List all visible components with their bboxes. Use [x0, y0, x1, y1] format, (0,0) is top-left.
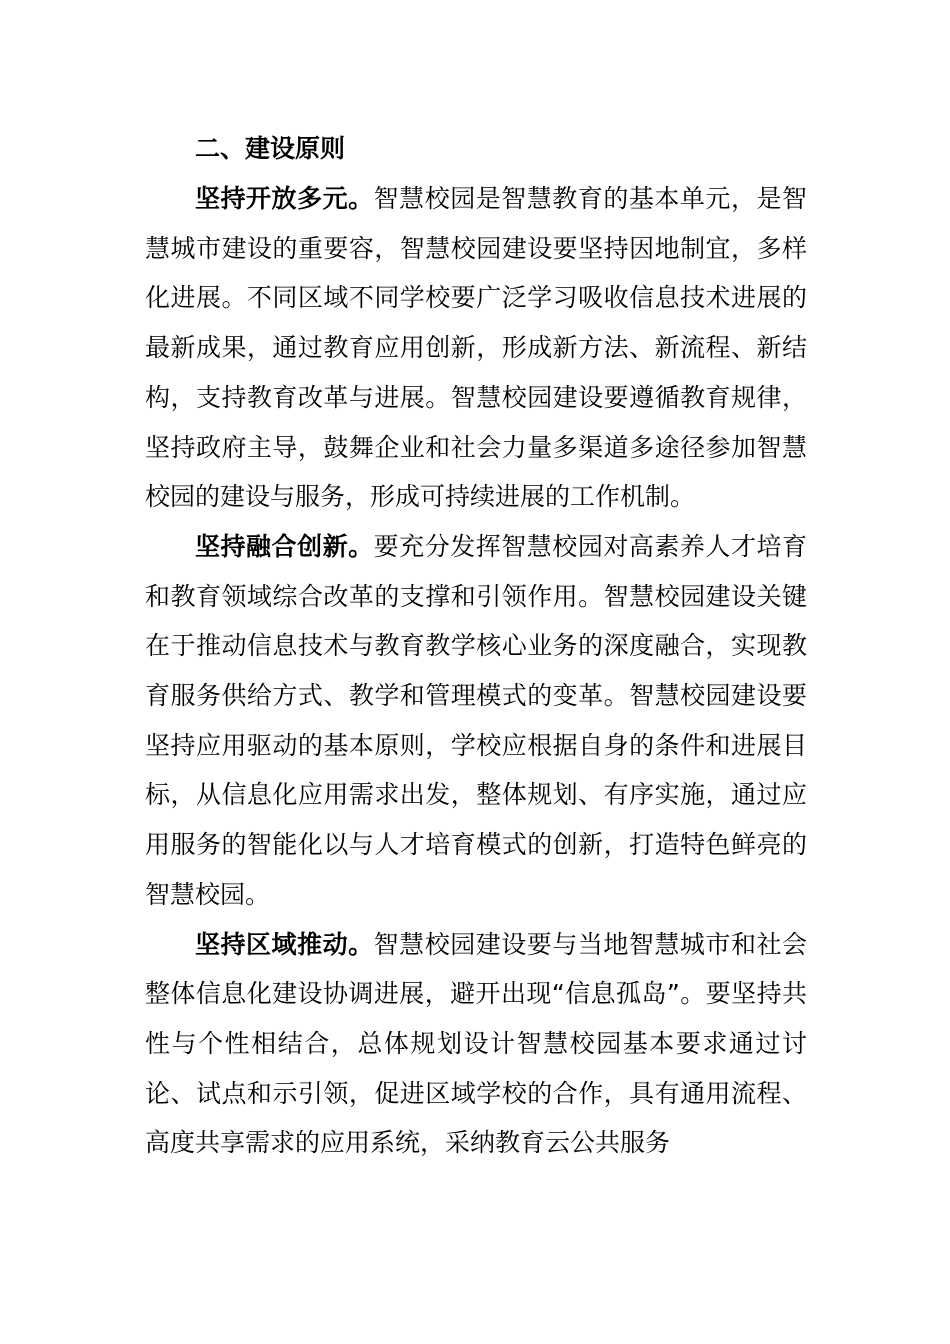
section-heading: 二、建设原则 [195, 134, 346, 163]
paragraph-lead: 坚持开放多元。 [195, 184, 374, 213]
paragraph-integration-innovation [145, 522, 807, 920]
document-body [145, 124, 807, 1168]
paragraph-lead: 坚持区域推动。 [195, 929, 374, 959]
paragraph-lead: 坚持融合创新。 [195, 531, 374, 561]
paragraph-open-diverse [145, 174, 807, 522]
paragraph-body: 智慧校园是智慧教育的基本单元，是智慧城市建设的重要容，智慧校园建设要坚持因地制宜，多样化进展。不同区域不同学校要广泛学习吸收信息技术进展的最新成果，通过教育应用创新，形成新方法、新流程、新结构，支持教育改革与进展。智慧校园建设要遵循教育规律，坚持政府主导，鼓舞企业和社会力量多渠道多途径参加智慧校园的建设与服务，形成可持续进展的工作机制。 [145, 184, 807, 512]
paragraph-body: 要充分发挥智慧校园对高素养人才培育和教育领域综合改革的支撑和引领作用。智慧校园建设关键在于推动信息技术与教育教学核心业务的深度融合，实现教育服务供给方式、教学和管理模式的变革。智慧校园建设要坚持应用驱动的基本原则，学校应根据自身的条件和进展目标，从信息化应用需求出发，整体规划、有序实施，通过应用服务的智能化以与人才培育模式的创新，打造特色鲜亮的智慧校园。 [145, 531, 807, 909]
paragraph-body: 智慧校园建设要与当地智慧城市和社会整体信息化建设协调进展，避开出现“信息孤岛”。要坚持共性与个性相结合，总体规划设计智慧校园基本要求通过讨论、试点和示引领，促进区域学校的合作，具有通用流程、高度共享需求的应用系统，采纳教育云公共服务 [145, 929, 807, 1158]
paragraph-regional-promotion [145, 920, 807, 1169]
